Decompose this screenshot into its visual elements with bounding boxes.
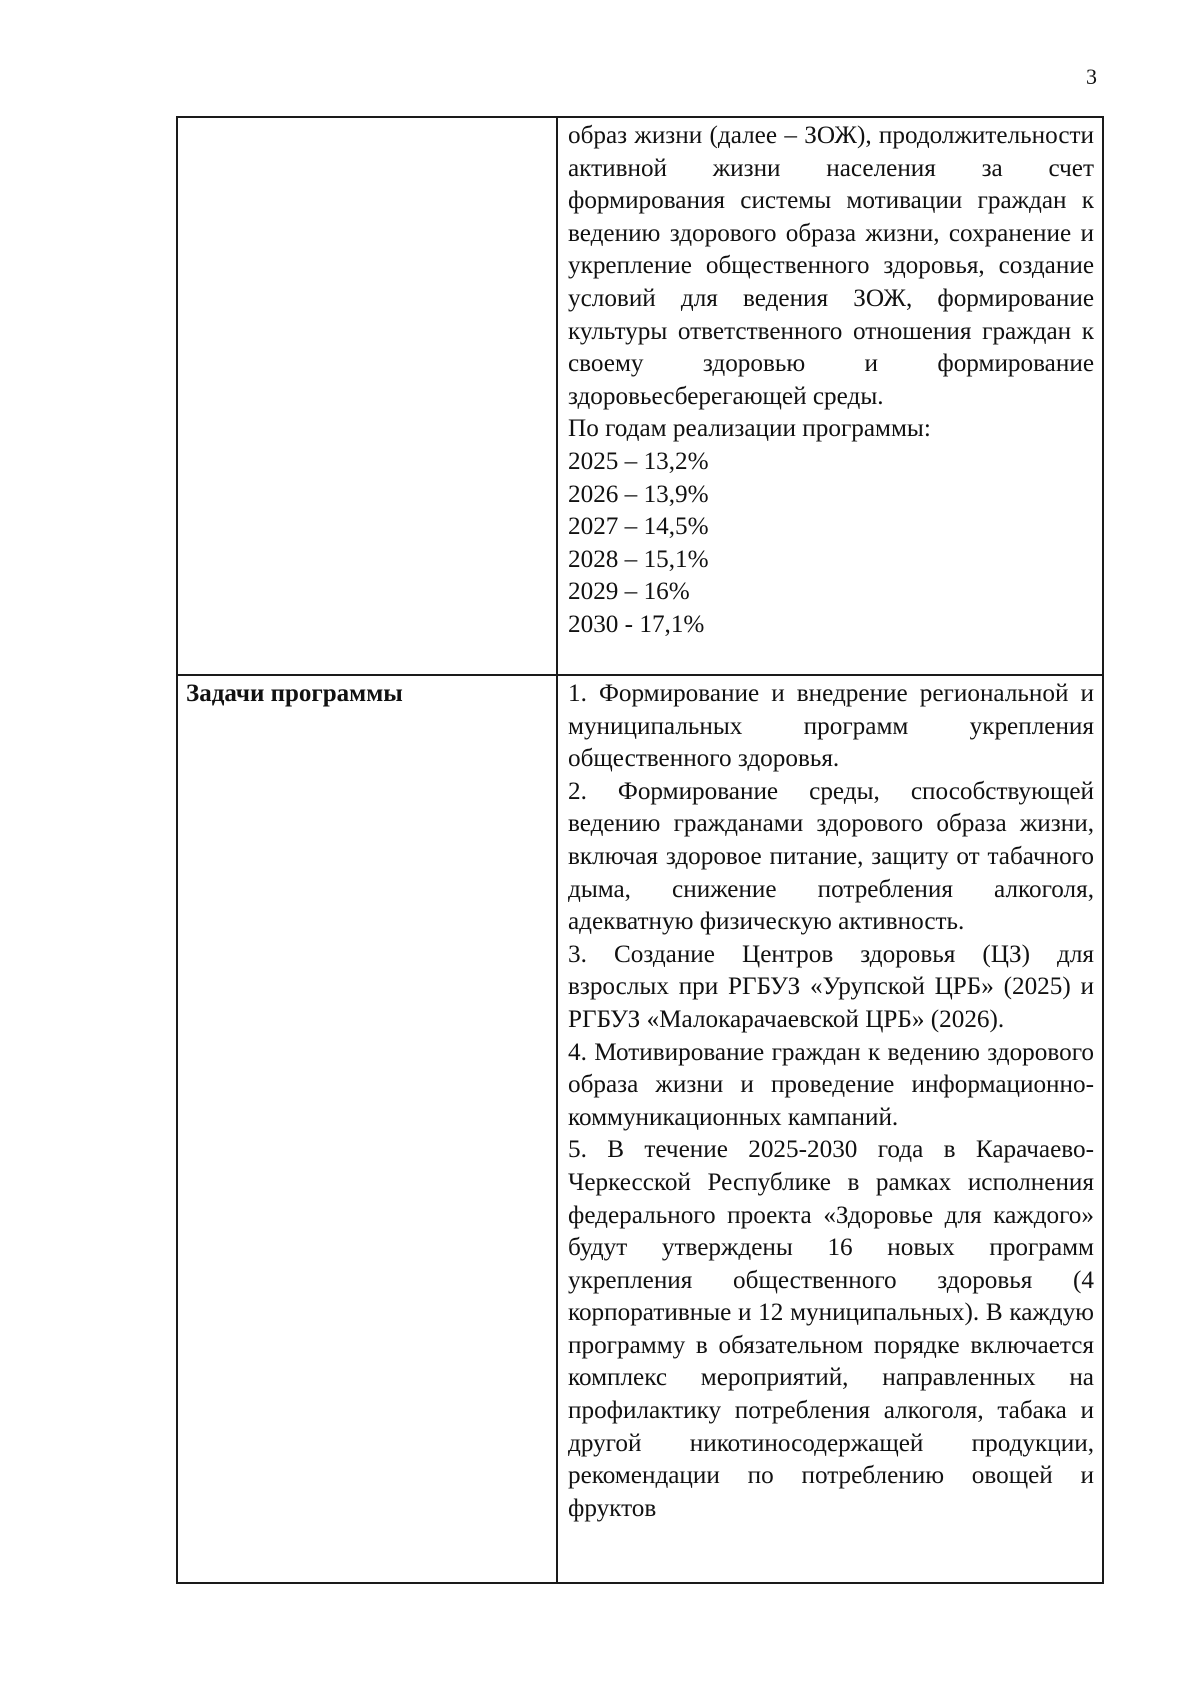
row-label bbox=[178, 118, 556, 120]
task-item-1: 1. Формирование и внедрение региональной и муниципальных программ укрепления общественного здоровья. bbox=[568, 680, 1094, 773]
table-row bbox=[177, 117, 1103, 675]
program-passport-table bbox=[176, 116, 1104, 1584]
task-item-5: 5. В течение 2025-2030 года в Карачаево-Черкесской Республике в рамках исполнения федерального проекта «Здоровье для каждого» будут утверждены 16 новых программ укрепления общественного здоровья (4 корпоративные и 12 муниципальных). В каждую программу в обязательном порядке включается комплекс мероприятий, направленных на профилактику потребления алкоголя, табака и другой никотиносодержащей продукции, рекомендации по потреблению овощей и фруктов bbox=[568, 1136, 1094, 1522]
year-value-2027: 2027 – 14,5% bbox=[568, 513, 709, 541]
years-heading: По годам реализации программы: bbox=[568, 415, 931, 443]
page-number: 3 bbox=[1086, 64, 1097, 89]
year-value-2026: 2026 – 13,9% bbox=[568, 480, 709, 508]
table-cell-label bbox=[177, 675, 557, 1583]
table-cell-label bbox=[177, 117, 557, 675]
table-cell-content bbox=[557, 117, 1103, 675]
cell-content bbox=[558, 118, 1102, 642]
cell-content bbox=[558, 676, 1102, 1525]
task-item-2: 2. Формирование среды, способствующей ведению гражданами здорового образа жизни, включая здоровое питание, защиту от табачного дыма, снижение потребления алкоголя, адекватную физическую активность. bbox=[568, 777, 1094, 936]
year-value-2029: 2029 – 16% bbox=[568, 578, 690, 606]
year-value-2028: 2028 – 15,1% bbox=[568, 545, 709, 573]
task-item-3: 3. Создание Центров здоровья (ЦЗ) для взрослых при РГБУЗ «Урупской ЦРБ» (2025) и РГБУЗ «Малокарачаевской ЦРБ» (2026). bbox=[568, 940, 1094, 1033]
year-value-2025: 2025 – 13,2% bbox=[568, 447, 709, 475]
table-cell-content bbox=[557, 675, 1103, 1583]
task-item-4: 4. Мотивирование граждан к ведению здорового образа жизни и проведение информационно-коммуникационных кампаний. bbox=[568, 1038, 1094, 1131]
goal-description: образ жизни (далее – ЗОЖ), продолжительности активной жизни населения за счет формирования системы мотивации граждан к ведению здорового образа жизни, сохранение и укрепление общественного здоровья, создание условий для ведения ЗОЖ, формирование культуры ответственного отношения граждан к своему здоровью и формирование здоровьесберегающей среды. bbox=[568, 122, 1094, 410]
table-row bbox=[177, 675, 1103, 1583]
row-label-tasks: Задачи программы bbox=[186, 680, 403, 707]
year-value-2030: 2030 - 17,1% bbox=[568, 610, 705, 638]
